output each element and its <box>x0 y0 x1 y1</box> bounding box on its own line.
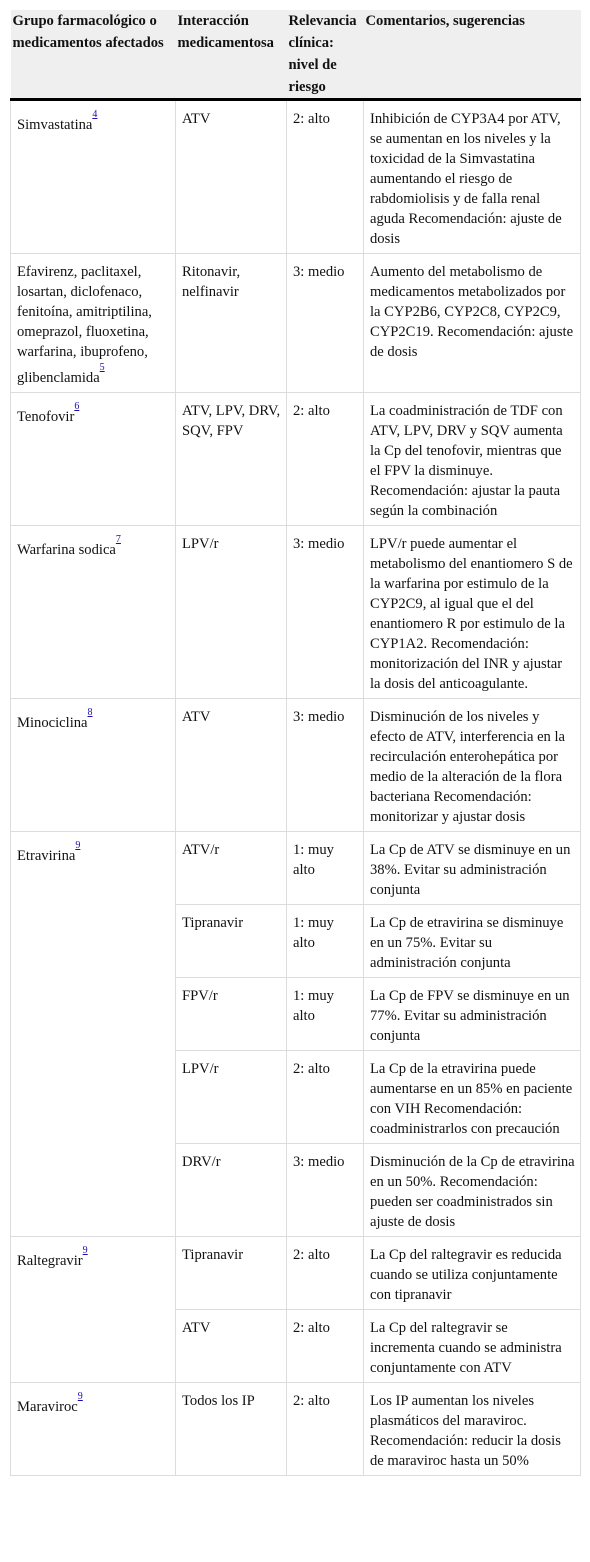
group-name: Etravirina <box>17 847 76 864</box>
reference-link[interactable]: 9 <box>77 1390 83 1402</box>
table-row <box>11 254 581 393</box>
comment-cell: Disminución de la Cp de etravirina en un 50%. Recomendación: pueden ser coadministrados sin ajuste de dosis <box>364 1143 581 1236</box>
comment-cell: La coadministración de TDF con ATV, LPV, DRV y SQV aumenta la Cp del tenofovir, mientras que el FPV la disminuye. Recomendación: ajustar la pauta según la combinación <box>364 392 581 525</box>
risk-cell: 1: muy alto <box>287 977 364 1050</box>
risk-cell: 3: medio <box>287 1143 364 1236</box>
interaction-cell: Tipranavir <box>176 904 287 977</box>
reference-link[interactable]: 8 <box>87 706 93 718</box>
comment-cell: La Cp del raltegravir se incrementa cuando se administra conjuntamente con ATV <box>364 1309 581 1382</box>
group-cell <box>11 831 176 1236</box>
reference-link[interactable]: 6 <box>74 400 80 412</box>
comment-cell: Aumento del metabolismo de medicamentos metabolizados por la CYP2B6, CYP2C8, CYP2C9, CYP2C19. Recomendación: ajuste de dosis <box>364 254 581 393</box>
risk-cell: 2: alto <box>287 1236 364 1309</box>
comment-cell: La Cp de la etravirina puede aumentarse en un 85% en paciente con VIH Recomendación: coadministrarlos con precaución <box>364 1050 581 1143</box>
reference-link[interactable]: 7 <box>115 533 121 545</box>
comment-cell: Los IP aumentan los niveles plasmáticos del maraviroc. Recomendación: reducir la dosis de maraviroc hasta un 50% <box>364 1382 581 1475</box>
interaction-cell: FPV/r <box>176 977 287 1050</box>
risk-cell: 3: medio <box>287 254 364 393</box>
group-name: Tenofovir <box>17 408 75 425</box>
interaction-cell: ATV, LPV, DRV, SQV, FPV <box>176 392 287 525</box>
reference-link[interactable]: 9 <box>82 1244 88 1256</box>
interaction-cell: Ritonavir, nelfinavir <box>176 254 287 393</box>
comment-cell: Inhibición de CYP3A4 por ATV, se aumentan en los niveles y la toxicidad de la Simvastatina aumentando el riesgo de rabdomiolisis y de falla renal aguda Recomendación: ajuste de dosis <box>364 100 581 254</box>
risk-cell: 3: medio <box>287 525 364 698</box>
interaction-cell: Todos los IP <box>176 1382 287 1475</box>
risk-cell: 1: muy alto <box>287 904 364 977</box>
interaction-cell: LPV/r <box>176 1050 287 1143</box>
group-cell <box>11 525 176 698</box>
risk-cell: 2: alto <box>287 1382 364 1475</box>
table-row <box>11 831 581 904</box>
comment-cell: La Cp de FPV se disminuye en un 77%. Evitar su administración conjunta <box>364 977 581 1050</box>
interaction-cell: Tipranavir <box>176 1236 287 1309</box>
table-row <box>11 1236 581 1309</box>
comment-cell: La Cp de etravirina se disminuye en un 75%. Evitar su administración conjunta <box>364 904 581 977</box>
table-header-row <box>11 10 581 100</box>
group-cell <box>11 254 176 393</box>
table-row <box>11 525 581 698</box>
group-name: Minociclina <box>17 714 88 731</box>
group-cell <box>11 100 176 254</box>
header-comments: Comentarios, sugerencias <box>364 10 581 100</box>
table-row <box>11 100 581 254</box>
interaction-cell: ATV/r <box>176 831 287 904</box>
interaction-cell: ATV <box>176 100 287 254</box>
reference-link[interactable]: 4 <box>92 109 98 120</box>
group-cell <box>11 698 176 831</box>
header-group: Grupo farmacológico o medicamentos afectados <box>11 10 176 100</box>
table-row <box>11 698 581 831</box>
group-name: Maraviroc <box>17 1398 78 1415</box>
interaction-cell: LPV/r <box>176 525 287 698</box>
group-name: Raltegravir <box>17 1252 83 1269</box>
group-name: Simvastatina <box>17 116 93 133</box>
interaction-cell: DRV/r <box>176 1143 287 1236</box>
reference-link[interactable]: 5 <box>99 362 105 373</box>
risk-cell: 2: alto <box>287 1309 364 1382</box>
header-risk: Relevancia clínica: nivel de riesgo <box>287 10 364 100</box>
group-cell <box>11 1236 176 1382</box>
table-row <box>11 1382 581 1475</box>
interaction-cell: ATV <box>176 1309 287 1382</box>
group-cell <box>11 1382 176 1475</box>
comment-cell: La Cp de ATV se disminuye en un 38%. Evitar su administración conjunta <box>364 831 581 904</box>
risk-cell: 3: medio <box>287 698 364 831</box>
group-name: Warfarina sodica <box>17 541 116 558</box>
group-cell <box>11 392 176 525</box>
risk-cell: 1: muy alto <box>287 831 364 904</box>
risk-cell: 2: alto <box>287 392 364 525</box>
risk-cell: 2: alto <box>287 100 364 254</box>
group-name: Efavirenz, paclitaxel, losartan, diclofenaco, fenitoína, amitriptilina, omeprazol, fluoxetina, warfarina, ibuprofeno, glibenclamida <box>17 264 152 386</box>
drug-interaction-table <box>10 10 581 1476</box>
interaction-cell: ATV <box>176 698 287 831</box>
table-row <box>11 392 581 525</box>
comment-cell: Disminución de los niveles y efecto de ATV, interferencia en la recirculación enterohepática por medio de la alteración de la flora bacteriana Recomendación: monitorizar y ajustar dosis <box>364 698 581 831</box>
risk-cell: 2: alto <box>287 1050 364 1143</box>
comment-cell: La Cp del raltegravir es reducida cuando se utiliza conjuntamente con tipranavir <box>364 1236 581 1309</box>
comment-cell: LPV/r puede aumentar el metabolismo del enantiomero S de la warfarina por estimulo de la CYP2C9, al igual que el del enantiomero R por estimulo de la CYP1A2. Recomendación: monitorización del INR y ajustar la dosis del anticoagulante. <box>364 525 581 698</box>
reference-link[interactable]: 9 <box>75 839 81 851</box>
header-interaction: Interacción medicamentosa <box>176 10 287 100</box>
